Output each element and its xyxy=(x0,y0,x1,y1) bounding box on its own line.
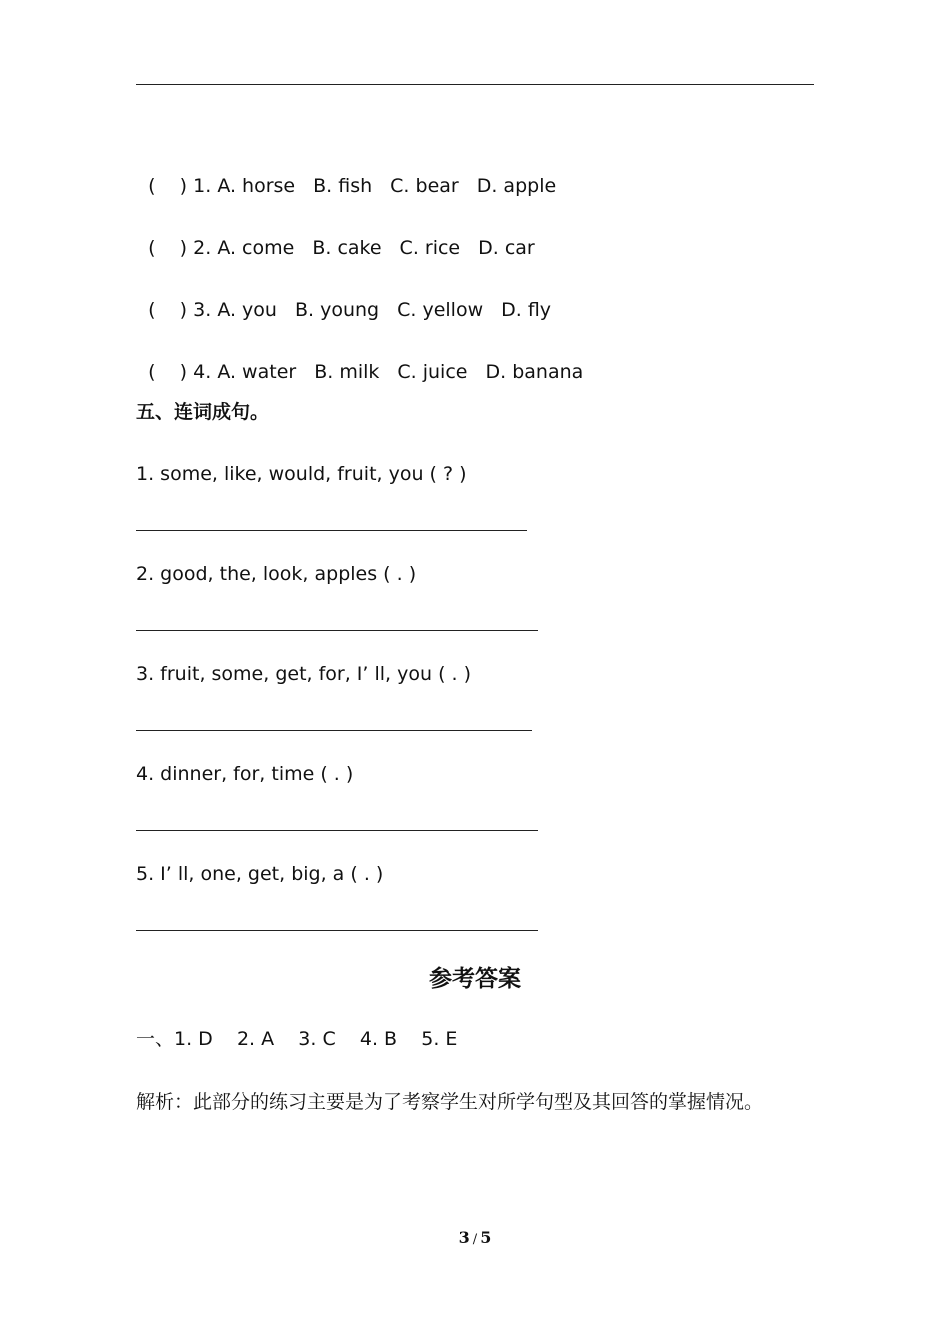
header-rule xyxy=(136,84,814,85)
answer-paren[interactable]: ( ) xyxy=(148,361,188,383)
sentence-prompt-5: 5. I’ ll, one, get, big, a ( . ) xyxy=(136,863,384,885)
answer-blank-2[interactable] xyxy=(136,630,538,631)
sentence-prompt-4: 4. dinner, for, time ( . ) xyxy=(136,763,354,785)
option-d: D. car xyxy=(478,237,535,259)
answer-paren[interactable]: ( ) xyxy=(148,175,188,197)
choice-question-3 xyxy=(136,274,551,322)
option-a: A. horse xyxy=(217,175,296,197)
option-c: C. bear xyxy=(390,175,459,197)
answer-line-1: 一、1. D 2. A 3. C 4. B 5. E xyxy=(136,1028,458,1050)
total-pages: 5 xyxy=(480,1228,492,1247)
option-a: A. you xyxy=(217,299,277,321)
current-page: 3 xyxy=(458,1228,470,1247)
answer-blank-4[interactable] xyxy=(136,830,538,831)
answer-analysis: 解析：此部分的练习主要是为了考察学生对所学句型及其回答的掌握情况。 xyxy=(136,1091,764,1113)
choice-question-4 xyxy=(136,336,583,384)
answer-blank-1[interactable] xyxy=(136,530,527,531)
answer-paren[interactable]: ( ) xyxy=(148,299,188,321)
option-a: A. come xyxy=(217,237,295,259)
answer-key-title: 参考答案 xyxy=(429,966,521,992)
question-number: 4. xyxy=(193,361,212,383)
choice-question-2 xyxy=(136,212,535,260)
question-number: 2. xyxy=(193,237,212,259)
question-number: 1. xyxy=(193,175,212,197)
answer-paren[interactable]: ( ) xyxy=(148,237,188,259)
answer-blank-5[interactable] xyxy=(136,930,538,931)
option-b: B. fish xyxy=(313,175,373,197)
answer-blank-3[interactable] xyxy=(136,730,532,731)
option-b: B. milk xyxy=(314,361,380,383)
option-b: B. cake xyxy=(312,237,382,259)
option-b: B. young xyxy=(294,299,380,321)
sentence-prompt-2: 2. good, the, look, apples ( . ) xyxy=(136,563,417,585)
page-number xyxy=(0,1228,950,1247)
page-separator: / xyxy=(472,1232,478,1247)
choice-question-1 xyxy=(136,150,556,198)
option-d: D. banana xyxy=(485,361,584,383)
option-c: C. yellow xyxy=(397,299,484,321)
section5-heading: 五、连词成句。 xyxy=(136,401,270,423)
option-c: C. rice xyxy=(399,237,461,259)
sentence-prompt-1: 1. some, like, would, fruit, you ( ? ) xyxy=(136,463,467,485)
option-c: C. juice xyxy=(397,361,468,383)
option-d: D. fly xyxy=(501,299,552,321)
option-d: D. apple xyxy=(476,175,557,197)
sentence-prompt-3: 3. fruit, some, get, for, I’ ll, you ( . ) xyxy=(136,663,472,685)
option-a: A. water xyxy=(217,361,297,383)
question-number: 3. xyxy=(193,299,212,321)
